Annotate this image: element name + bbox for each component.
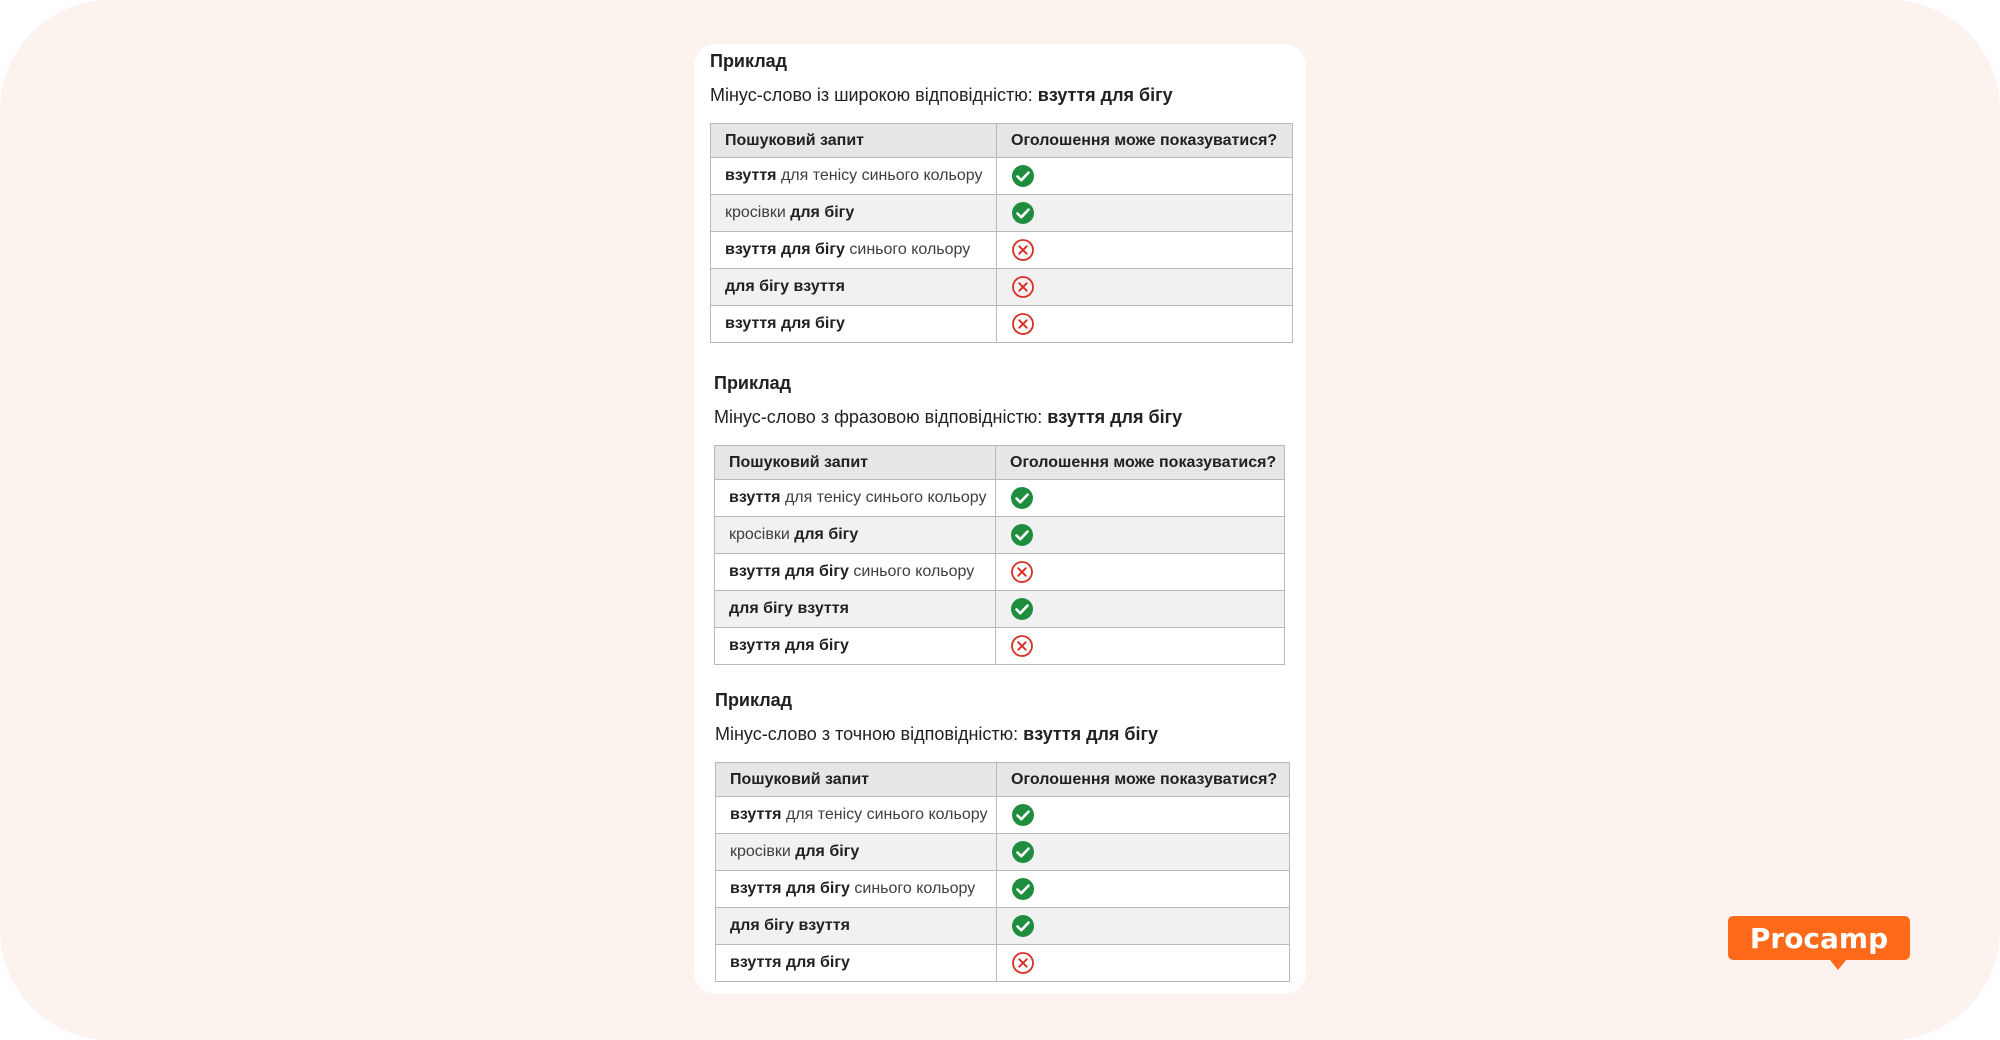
query-text: для тенісу синього кольору: [781, 806, 988, 823]
procamp-logo: [1726, 914, 1912, 972]
shown-cell: [996, 480, 1285, 517]
example-section-broad: [710, 48, 1293, 343]
cross-icon: [1010, 560, 1034, 584]
column-header-shown: Оголошення може показуватися?: [996, 446, 1285, 480]
query-cell: [715, 480, 996, 517]
examples-table: [714, 445, 1285, 665]
examples-table: [715, 762, 1290, 982]
section-subtitle: [715, 721, 1290, 747]
table-row: [711, 232, 1293, 269]
query-keyword: для бігу взуття: [729, 600, 849, 617]
query-keyword: для бігу взуття: [725, 278, 845, 295]
check-icon: [1011, 840, 1035, 864]
query-cell: [716, 871, 997, 908]
column-header-query: Пошуковий запит: [716, 763, 997, 797]
table-row: [711, 195, 1293, 232]
shown-cell: [997, 834, 1290, 871]
query-text: синього кольору: [844, 241, 971, 258]
table-row: [715, 591, 1285, 628]
query-keyword: взуття: [725, 167, 777, 184]
example-section-phrase: [714, 370, 1285, 665]
shown-cell: [996, 591, 1285, 628]
query-text: для тенісу синього кольору: [780, 489, 987, 506]
shown-cell: [996, 517, 1285, 554]
section-subtitle: [714, 404, 1285, 430]
query-text: кросівки: [725, 204, 791, 221]
query-text: кросівки: [729, 526, 795, 543]
section-title: Приклад: [714, 373, 792, 393]
logo-text: Procamp: [1749, 922, 1889, 955]
query-keyword: для бігу взуття: [730, 917, 850, 934]
query-keyword: взуття: [730, 806, 782, 823]
subtitle-prefix: Мінус-слово із широкою відповідністю:: [710, 85, 1038, 105]
shown-cell: [997, 269, 1293, 306]
column-header-shown: Оголошення може показуватися?: [997, 763, 1290, 797]
query-keyword: взуття для бігу: [725, 315, 845, 332]
table-header-row: [711, 124, 1293, 158]
query-cell: [716, 908, 997, 945]
table-row: [716, 945, 1290, 982]
examples-table: [710, 123, 1293, 343]
subtitle-prefix: Мінус-слово з фразовою відповідністю:: [714, 407, 1048, 427]
shown-cell: [996, 628, 1285, 665]
table-row: [711, 269, 1293, 306]
check-icon: [1010, 486, 1034, 510]
query-keyword: взуття для бігу: [730, 880, 850, 897]
table-header-row: [716, 763, 1290, 797]
check-icon: [1010, 523, 1034, 547]
query-text: синього кольору: [849, 880, 976, 897]
section-title: Приклад: [710, 51, 788, 71]
cross-icon: [1011, 312, 1035, 336]
example-section-exact: [715, 687, 1290, 982]
table-header-row: [715, 446, 1285, 480]
shown-cell: [997, 232, 1293, 269]
shown-cell: [997, 158, 1293, 195]
shown-cell: [997, 195, 1293, 232]
check-icon: [1011, 201, 1035, 225]
query-keyword: взуття для бігу: [729, 637, 849, 654]
check-icon: [1011, 914, 1035, 938]
query-text: для тенісу синього кольору: [776, 167, 983, 184]
table-row: [715, 480, 1285, 517]
query-cell: [711, 306, 997, 343]
query-cell: [715, 517, 996, 554]
check-icon: [1011, 803, 1035, 827]
query-keyword: взуття для бігу: [725, 241, 845, 258]
subtitle-keyword: взуття для бігу: [1047, 407, 1183, 427]
query-cell: [715, 591, 996, 628]
query-cell: [711, 195, 997, 232]
column-header-shown: Оголошення може показуватися?: [997, 124, 1293, 158]
table-row: [715, 628, 1285, 665]
shown-cell: [996, 554, 1285, 591]
cross-icon: [1011, 275, 1035, 299]
cross-icon: [1010, 634, 1034, 658]
shown-cell: [997, 797, 1290, 834]
shown-cell: [997, 306, 1293, 343]
table-row: [716, 797, 1290, 834]
check-icon: [1011, 877, 1035, 901]
table-row: [715, 517, 1285, 554]
table-row: [711, 306, 1293, 343]
check-icon: [1010, 597, 1034, 621]
query-cell: [711, 232, 997, 269]
subtitle-prefix: Мінус-слово з точною відповідністю:: [715, 724, 1024, 744]
query-cell: [715, 628, 996, 665]
shown-cell: [997, 908, 1290, 945]
table-row: [716, 834, 1290, 871]
column-header-query: Пошуковий запит: [715, 446, 996, 480]
table-row: [716, 871, 1290, 908]
query-keyword: взуття для бігу: [730, 954, 850, 971]
query-cell: [711, 158, 997, 195]
subtitle-keyword: взуття для бігу: [1023, 724, 1159, 744]
query-keyword: для бігу: [794, 526, 859, 543]
table-row: [716, 908, 1290, 945]
query-cell: [716, 797, 997, 834]
query-cell: [715, 554, 996, 591]
check-icon: [1011, 164, 1035, 188]
cross-icon: [1011, 951, 1035, 975]
cross-icon: [1011, 238, 1035, 262]
table-row: [715, 554, 1285, 591]
shown-cell: [997, 945, 1290, 982]
query-keyword: взуття для бігу: [729, 563, 849, 580]
query-cell: [716, 834, 997, 871]
column-header-query: Пошуковий запит: [711, 124, 997, 158]
section-title: Приклад: [715, 690, 793, 710]
query-keyword: для бігу: [790, 204, 855, 221]
query-text: кросівки: [730, 843, 796, 860]
query-keyword: для бігу: [795, 843, 860, 860]
section-subtitle: [710, 82, 1293, 108]
query-text: синього кольору: [848, 563, 975, 580]
table-row: [711, 158, 1293, 195]
subtitle-keyword: взуття для бігу: [1037, 85, 1173, 105]
shown-cell: [997, 871, 1290, 908]
query-keyword: взуття: [729, 489, 781, 506]
query-cell: [716, 945, 997, 982]
query-cell: [711, 269, 997, 306]
